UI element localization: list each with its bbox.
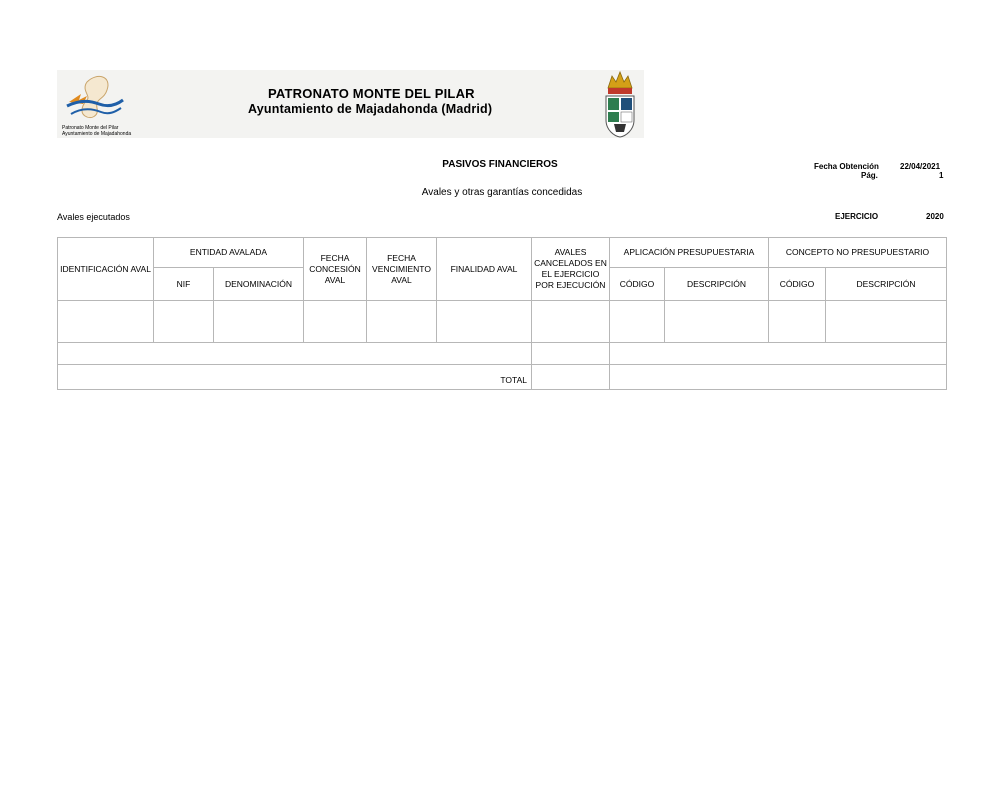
col-descripcion-concepto: DESCRIPCIÓN: [826, 268, 947, 301]
fecha-obtencion-value: 22/04/2021: [900, 162, 941, 171]
ejercicio-value: 2020: [926, 212, 944, 221]
col-finalidad: FINALIDAD AVAL: [437, 238, 532, 301]
avales-table: [57, 237, 947, 390]
pag-label: Pág.: [861, 171, 878, 180]
pag-value: 1: [939, 171, 944, 180]
fecha-obtencion-label: Fecha Obtención: [814, 162, 879, 171]
logo-caption-line1: Patronato Monte del Pilar: [62, 125, 119, 131]
ejercicio-label: EJERCICIO: [835, 212, 879, 221]
majadahonda-crest: [600, 70, 640, 138]
table-row: [58, 301, 947, 343]
col-nif: NIF: [154, 268, 214, 301]
logo-caption-line2: Ayuntamiento de Majadahonda: [62, 131, 132, 137]
group-entidad-avalada: ENTIDAD AVALADA: [154, 238, 304, 268]
col-denominacion: DENOMINACIÓN: [214, 268, 304, 301]
total-value: [532, 365, 610, 390]
report-title: PASIVOS FINANCIEROS: [442, 159, 558, 170]
col-descripcion-aplicacion: DESCRIPCIÓN: [665, 268, 769, 301]
subtotal-row: [58, 343, 947, 365]
org-subtitle: Ayuntamiento de Majadahonda (Madrid): [248, 102, 493, 116]
report-subtitle: Avales y otras garantías concedidas: [421, 187, 583, 198]
group-aplicacion-presupuestaria: APLICACIÓN PRESUPUESTARIA: [610, 238, 769, 268]
section-label: Avales ejecutados: [57, 212, 130, 222]
col-identificacion: IDENTIFICACIÓN AVAL: [58, 238, 154, 301]
group-concepto-no-presupuestario: CONCEPTO NO PRESUPUESTARIO: [769, 238, 947, 268]
patronato-logo: [57, 70, 137, 138]
total-label: TOTAL: [58, 365, 532, 390]
coat-of-arms-icon: [600, 70, 640, 138]
col-fecha-concesion: FECHA CONCESIÓN AVAL: [304, 238, 367, 301]
header-row-1: [58, 238, 947, 268]
col-fecha-vencimiento: FECHA VENCIMIENTO AVAL: [367, 238, 437, 301]
col-avales-cancelados: AVALES CANCELADOS EN EL EJERCICIO POR EJECUCIÓN: [532, 238, 610, 301]
total-row: [58, 365, 947, 390]
col-codigo-concepto: CÓDIGO: [769, 268, 826, 301]
col-codigo-aplicacion: CÓDIGO: [610, 268, 665, 301]
org-title: PATRONATO MONTE DEL PILAR: [268, 86, 475, 101]
